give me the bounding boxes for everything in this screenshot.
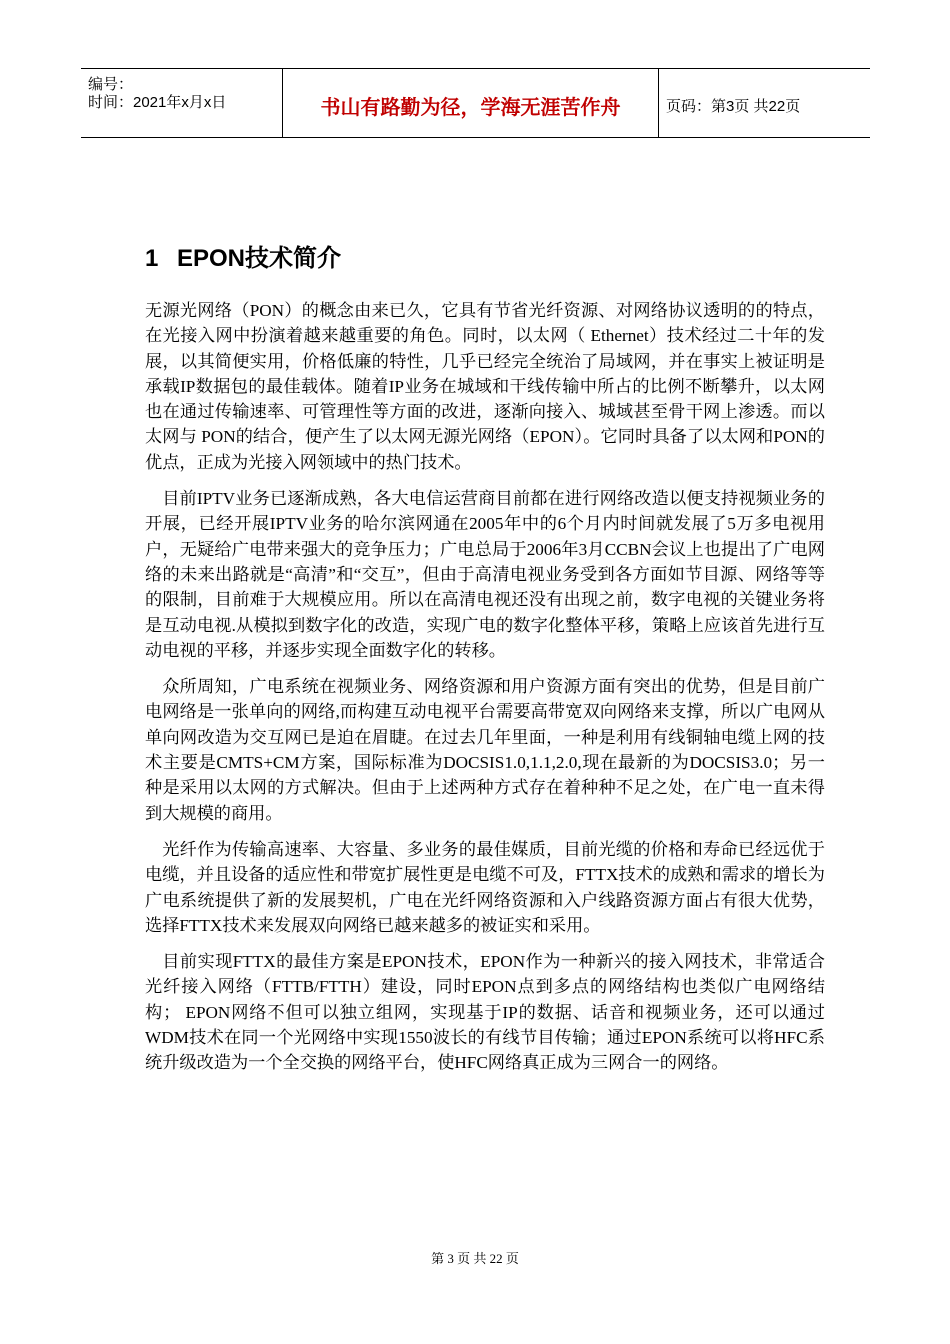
- header-motto: 书山有路勤为径，学海无涯苦作舟: [320, 97, 621, 119]
- document-time-label: 时间：2021年x月x日: [88, 94, 227, 111]
- paragraph-pon-intro: 无源光网络（PON）的概念由来已久，它具有节省光纤资源、对网络协议透明的的特点，在光接入网中扮演着越来越重要的角色。同时，以太网（ Ethernet）技术经过二十年的发展，以其简便实用，价格低廉的特性，几乎已经完全统治了局域网，并在事实上被证明是承载IP数据包的最佳载体。随着IP业务在城域和干线传输中所占的比例不断攀升，以太网也在通过传输速率、可管理性等方面的改进，逐渐向接入、城域甚至骨干网上渗透。而以太网与 PON的结合，便产生了以太网无源光网络（EPON）。它同时具备了以太网和PON的优点，正成为光接入网领域中的热门技术。: [145, 301, 825, 472]
- header-page-cell: [658, 69, 870, 137]
- header-meta-cell: [81, 69, 282, 137]
- paragraph-iptv: 目前IPTV业务已逐渐成熟，各大电信运营商目前都在进行网络改造以便支持视频业务的开展，已经开展IPTV业务的哈尔滨网通在2005年中的6个月内时间就发展了5万多电视用户，无疑给广电带来强大的竞争压力；广电总局于2006年3月CCBN会议上也提出了广电网络的未来出路就是“高清”和“交互”，但由于高清电视业务受到各方面如节目源、网络等等的限制，目前难于大规模应用。所以在高清电视还没有出现之前，数字电视的关键业务将是互动电视.从模拟到数字化的改造，实现广电的数字化整体平移，策略上应该首先进行互动电视的平移，并逐步实现全面数字化的转移。: [145, 489, 825, 660]
- section-number: 1: [145, 245, 159, 272]
- header-motto-cell: [282, 69, 659, 137]
- page-footer: 第 3 页 共 22 页: [431, 1251, 519, 1266]
- paragraph-broadcast-network: 众所周知，广电系统在视频业务、网络资源和用户资源方面有突出的优势，但是目前广电网络是一张单向的网络,而构建互动电视平台需要高带宽双向网络来支撑，所以广电网从单向网改造为交互网已是迫在眉睫。在过去几年里面，一种是利用有线铜轴电缆上网的技术主要是CMTS+CM方案，国际标准为DOCSIS1.0,1.1,2.0,现在最新的为DOCSIS3.0；另一种是采用以太网的方式解决。但由于上述两种方式存在着种种不足之处，在广电一直未得到大规模的商用。: [145, 677, 825, 823]
- page-header: [81, 68, 870, 138]
- document-number-label: 编号：: [88, 76, 134, 93]
- body-text: [145, 298, 825, 1087]
- paragraph-fttx-epon: 目前实现FTTX的最佳方案是EPON技术，EPON作为一种新兴的接入网技术，非常适合光纤接入网络（FTTB/FTTH）建设，同时EPON点到多点的网络结构也类似广电网络结构； EPON网络不但可以独立组网，实现基于IP的数据、话音和视频业务，还可以通过WDM技术在同一个光网络中实现1550波长的有线节目传输；通过EPON系统可以将HFC系统升级改造为一个全交换的网络平台，使HFC网络真正成为三网合一的网络。: [145, 952, 825, 1073]
- section-title: EPON技术简介: [177, 245, 342, 272]
- paragraph-fiber: 光纤作为传输高速率、大容量、多业务的最佳媒质，目前光缆的价格和寿命已经远优于电缆，并且设备的适应性和带宽扩展性更是电缆不可及，FTTX技术的成熟和需求的增长为广电系统提供了新的发展契机，广电在光纤网络资源和入户线路资源方面占有很大优势，选择FTTX技术来发展双向网络已越来越多的被证实和采用。: [145, 839, 825, 935]
- section-heading: [145, 238, 341, 273]
- header-page-info: 页码：第3页 共22页: [666, 98, 801, 115]
